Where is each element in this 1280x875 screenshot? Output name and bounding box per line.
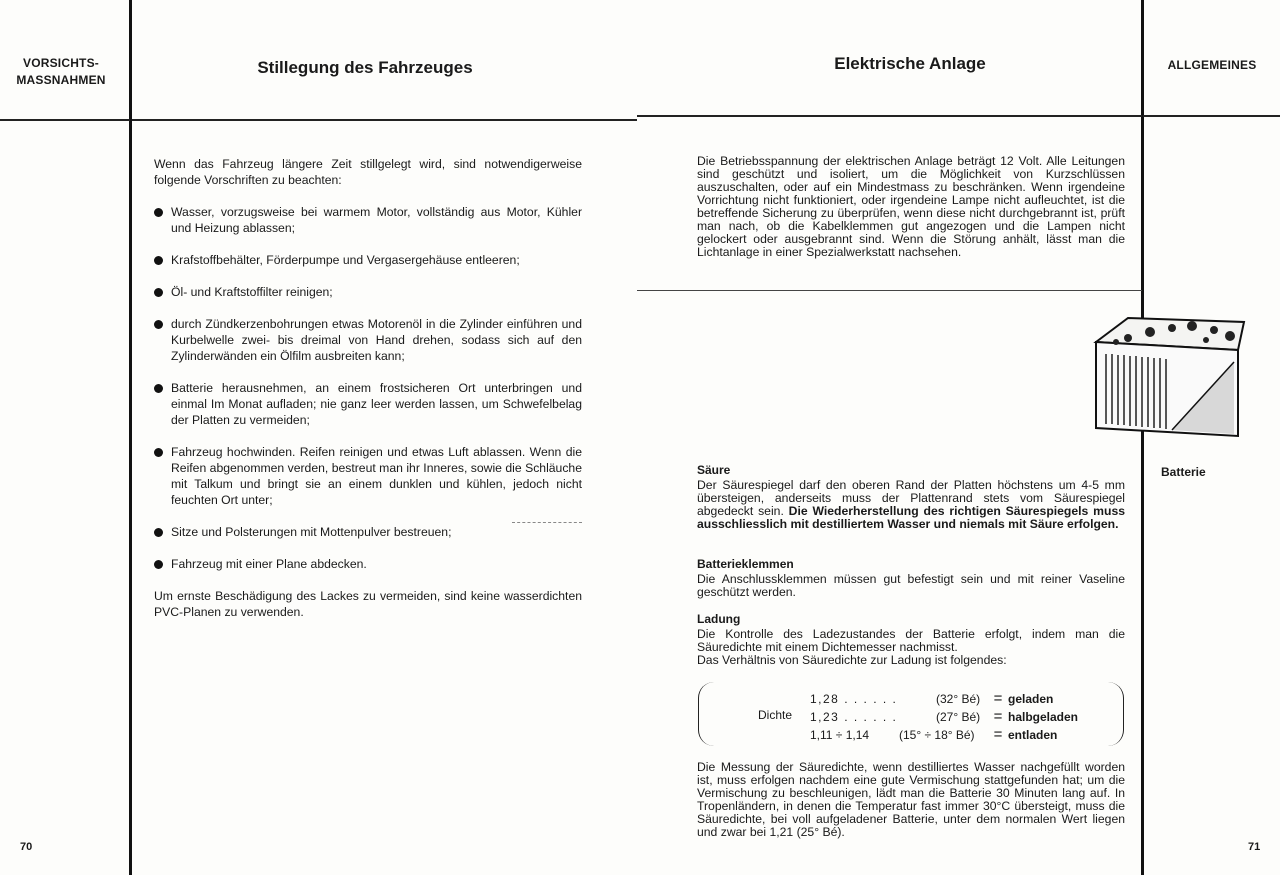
density-row-3 — [810, 726, 1057, 743]
bullet-icon — [154, 208, 163, 217]
klemmen-text: Die Anschlussklemmen müssen gut befestigt sein und mit reiner Vaseline geschützt werden. — [697, 572, 1125, 599]
density-be: (32° Bé) — [936, 692, 981, 706]
right-title-rule — [637, 115, 1142, 117]
bullet-item — [154, 316, 582, 364]
klemmen-section — [697, 558, 1125, 599]
left-page-title: Stillegung des Fahrzeuges — [257, 58, 473, 77]
ladung-heading: Ladung — [697, 612, 741, 626]
bullet-item — [154, 444, 582, 508]
bullet-text: Fahrzeug hochwinden. Reifen reinigen und etwas Luft ablassen. Wenn die Reifen abgenommen verden, bestreut man ihr Inneres, sowie die Schläuche mit Talkum und bringt sie an einem dunklen und kühlen, jedoch nicht feuchten Ort unter; — [171, 445, 582, 507]
bullet-text: Batterie herausnehmen, an einem frostsicheren Ort unterbringen und einmal Im Monat aufladen; nie ganz leer werden lassen, um Schwefelbelag der Platten zu vermeiden; — [171, 381, 582, 427]
bullet-item — [154, 524, 582, 540]
bullet-item — [154, 204, 582, 236]
right-intro: Die Betriebsspannung der elektrischen Anlage beträgt 12 Volt. Alle Leitungen sind geschützt und isoliert, um die Möglichkeit von Kurzschlüssen auszuschalten, oder auf ein Mindestmass zu beschränken. Wenn irgendeine Vorrichtung nicht funktioniert, oder irgendeine Lampe nicht aufleuchtet, ist die betreffende Sicherung zu überprüfen, wenn diese nicht durchgebrannt ist, prüft man nach, ob die Kabelklemmen gut angezogen und die Lampen nicht gelockert oder ausgebrannt sind. Wenn die Störung anhält, lässt man die Lichtanlage in einer Spezialwerkstatt nachsehen. — [697, 154, 1125, 259]
bullet-icon — [154, 560, 163, 569]
bullet-icon — [154, 528, 163, 537]
left-body — [154, 156, 582, 620]
density-state: entladen — [1008, 728, 1058, 742]
bullet-text: Krafstoffbehälter, Förderpumpe und Vergasergehäuse entleeren; — [171, 253, 520, 267]
right-page-title: Elektrische Anlage — [834, 54, 986, 73]
density-be: (15° ÷ 18° Bé) — [899, 728, 975, 742]
left-intro: Wenn das Fahrzeug längere Zeit stillgelegt wird, sind notwendigerweise folgende Vorschriften zu beachten: — [154, 157, 582, 187]
bullet-icon — [154, 384, 163, 393]
left-closing: Um ernste Beschädigung des Lackes zu vermeiden, sind keine wasserdichten PVC-Planen zu verwenden. — [154, 589, 582, 619]
bullet-icon — [154, 256, 163, 265]
density-eq: = — [993, 726, 1003, 743]
ladung-section — [697, 613, 1125, 667]
density-label: Dichte — [758, 708, 793, 722]
density-value: 1,23 . . . . . . — [810, 710, 898, 724]
bullet-text: durch Zündkerzenbohrungen etwas Motorenöl in die Zylinder einführen und Kurbelwelle zwei- bis dreimal von Hand drehen, sodass sich auf den Zylinderwänden ein Ölfilm ausbreiten kann; — [171, 317, 582, 363]
right-page-number: 71 — [1248, 841, 1261, 853]
battery-illustration — [1088, 312, 1248, 440]
bullet-text: Fahrzeug mit einer Plane abdecken. — [171, 557, 367, 571]
bullet-text: Wasser, vorzugsweise bei warmem Motor, vollständig aus Motor, Kühler und Heizung ablassen; — [171, 205, 582, 235]
bullet-icon — [154, 448, 163, 457]
bullet-item — [154, 556, 582, 572]
saeure-text: Der Säurespiegel darf den oberen Rand der Platten höchstens um 4-5 mm übersteigen, anderseits muss der Plattenrand stets vom Säurespiegel abgedeckt sein. — [697, 478, 1125, 518]
left-side-heading — [6, 55, 116, 89]
bullet-item — [154, 380, 582, 428]
density-state: halbgeladen — [1008, 710, 1079, 724]
left-title-rule — [132, 119, 637, 121]
ladung-text2: Das Verhältnis von Säuredichte zur Ladung ist folgendes: — [697, 653, 1007, 667]
bullet-icon — [154, 320, 163, 329]
saeure-heading: Säure — [697, 463, 731, 477]
bullet-item — [154, 284, 582, 300]
density-state: geladen — [1008, 692, 1054, 706]
bullet-text: Öl- und Kraftstoffilter reinigen; — [171, 285, 333, 299]
battery-side-label: Batterie — [1161, 465, 1206, 479]
density-value: 1,28 . . . . . . — [810, 692, 898, 706]
side-heading-line2: MASSNAHMEN — [16, 73, 106, 87]
bullet-text: Sitze und Polsterungen mit Mottenpulver bestreuen; — [171, 525, 452, 539]
density-eq: = — [993, 690, 1003, 707]
left-page-number: 70 — [20, 841, 33, 853]
bullet-item — [154, 252, 582, 268]
density-row-1 — [810, 690, 1053, 707]
right-side-heading: ALLGEMEINES — [1167, 58, 1257, 72]
side-heading-line1: VORSICHTS- — [22, 56, 99, 70]
saeure-bold-text: Die Wiederherstellung des richtigen Säurespiegels muss ausschliesslich mit destilliertem Wasser und niemals mit Säure erfolgen. — [697, 504, 1125, 531]
klemmen-heading: Batterieklemmen — [697, 557, 794, 571]
left-margin-rule — [129, 0, 132, 875]
saeure-section — [697, 464, 1125, 531]
density-be: (27° Bé) — [936, 710, 981, 724]
ladung-text1: Die Kontrolle des Ladezustandes der Batterie erfolgt, indem man die Säuredichte mit einem Dichtemesser nachmisst. — [697, 627, 1125, 654]
left-header-rule — [0, 119, 130, 121]
right-section-rule — [637, 290, 1142, 291]
density-value: 1,11 ÷ 1,14 — [810, 728, 870, 742]
final-paragraph: Die Messung der Säuredichte, wenn destilliertes Wasser nachgefüllt worden ist, muss erfolgen nachdem eine gute Vermischung stattgefunden hat; um die Vermischung zu beschleunigen, lädt man die Batterie 30 Minuten lang auf. In Tropenländern, in denen die Temperatur fast immer 30°C übersteigt, muss die Säuredichte, bei voll aufgeladener Batterie, unter dem normalen Wert liegen und zwar bei 1,21 (25° Bé). — [697, 760, 1125, 839]
right-header-rule — [1143, 115, 1280, 117]
density-eq: = — [993, 708, 1003, 725]
bullet-icon — [154, 288, 163, 297]
density-row-2 — [810, 708, 1078, 725]
scan-artifact — [512, 522, 582, 524]
